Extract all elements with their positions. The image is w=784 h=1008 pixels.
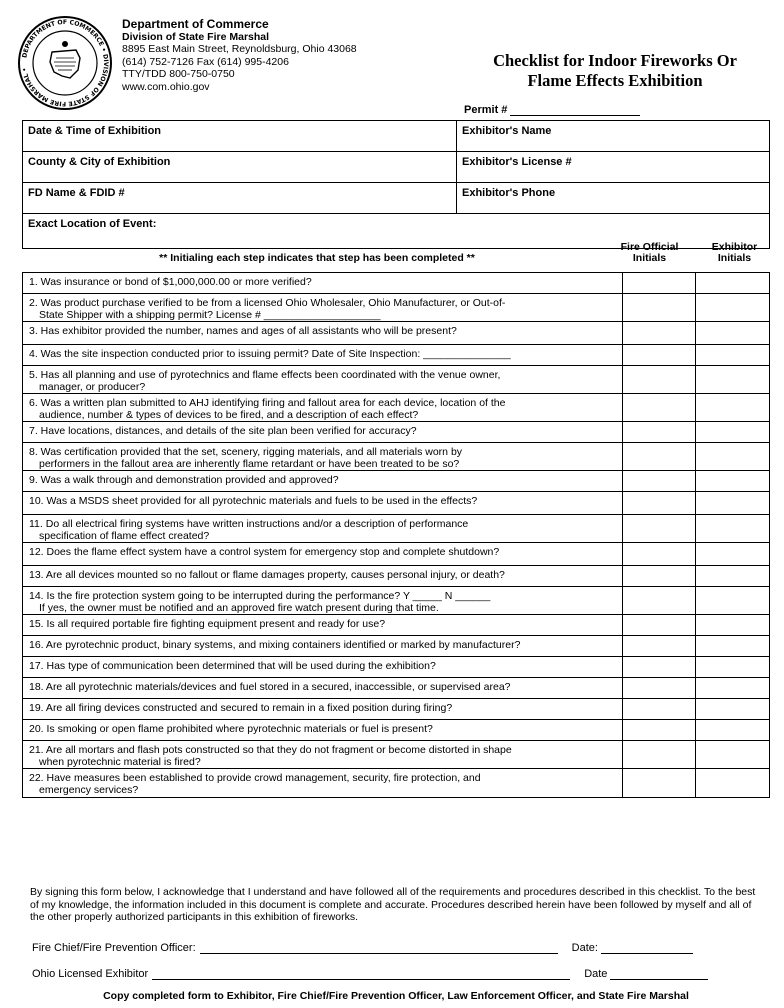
- checklist-row: [23, 699, 769, 720]
- checklist-question: [23, 515, 623, 542]
- fire-official-initials-cell[interactable]: [623, 657, 696, 677]
- checklist-row: [23, 543, 769, 566]
- question-line: 11. Do all electrical firing systems have written instructions and/or a description of performance: [29, 518, 469, 530]
- question-continuation: audience, number & types of devices to be fired, and a description of each effect?: [39, 409, 419, 421]
- exhibitor-initials-cell[interactable]: [696, 273, 769, 293]
- fire-official-initials-cell[interactable]: [623, 769, 696, 797]
- permit-label: Permit #: [464, 104, 508, 116]
- fire-official-initials-cell[interactable]: [623, 422, 696, 442]
- question-continuation: specification of flame effect created?: [39, 530, 210, 542]
- question-line: 4. Was the site inspection conducted prior to issuing permit? Date of Site Inspection: _______________: [29, 348, 511, 360]
- checklist-question: [23, 492, 623, 514]
- fire-chief-date-field[interactable]: [601, 953, 693, 954]
- question-line: 22. Have measures been established to provide crowd management, security, fire protection, and: [29, 772, 481, 784]
- checklist-question: [23, 741, 623, 768]
- fire-official-initials-cell[interactable]: [623, 566, 696, 586]
- fire-official-initials-cell[interactable]: [623, 443, 696, 470]
- fire-official-initials-header: Fire Official Initials: [620, 241, 679, 264]
- agency-address: 8895 East Main Street, Reynoldsburg, Ohio 43068: [122, 43, 357, 55]
- fire-official-initials-cell[interactable]: [623, 699, 696, 719]
- checklist-question: [23, 699, 623, 719]
- question-line: 9. Was a walk through and demonstration provided and approved?: [29, 474, 339, 486]
- date-label: Date:: [571, 942, 598, 954]
- question-line: 15. Is all required portable fire fighting equipment present and ready for use?: [29, 618, 386, 630]
- question-continuation: If yes, the owner must be notified and an approved fire watch present during that time.: [39, 602, 439, 614]
- question-line: 8. Was certification provided that the set, scenery, rigging materials, and all materials worn by: [29, 446, 463, 458]
- question-line: 21. Are all mortars and flash pots constructed so that they do not fragment or become distorted in shape: [29, 744, 512, 756]
- fire-official-initials-cell[interactable]: [623, 294, 696, 321]
- checklist-row: [23, 422, 769, 443]
- checklist-question: [23, 322, 623, 344]
- state-fire-marshal-seal: [16, 14, 114, 112]
- division-name: Division of State Fire Marshal: [122, 30, 270, 43]
- checklist-row: [23, 741, 769, 769]
- checklist-row: [23, 636, 769, 657]
- exhibitor-signature-field[interactable]: [152, 979, 570, 980]
- checklist-question: [23, 615, 623, 635]
- checklist-question: [23, 587, 623, 614]
- checklist-question: [23, 422, 623, 442]
- question-line: 18. Are all pyrotechnic materials/devices and fuel stored in a secured, inaccessible, or supervised area?: [29, 681, 511, 693]
- title-line-2: Flame Effects Exhibition: [527, 71, 703, 90]
- agency-header: [122, 18, 357, 93]
- checklist-row: [23, 492, 769, 515]
- exhibitor-label: Ohio Licensed Exhibitor: [32, 968, 149, 980]
- title-line-1: Checklist for Indoor Fireworks Or: [493, 51, 737, 70]
- checklist-question: [23, 543, 623, 565]
- checklist-row: [23, 615, 769, 636]
- checklist-question: [23, 566, 623, 586]
- checklist-row: [23, 566, 769, 587]
- fire-official-initials-cell[interactable]: [623, 678, 696, 698]
- question-line: 14. Is the fire protection system going to be interrupted during the performance? Y _____ N ______: [29, 590, 491, 602]
- exhibitor-initials-cell[interactable]: [696, 699, 769, 719]
- exhibitor-initials-cell[interactable]: [696, 492, 769, 514]
- checklist-row: [23, 587, 769, 615]
- checklist-row: [23, 443, 769, 471]
- fire-official-initials-cell[interactable]: [623, 273, 696, 293]
- fire-official-initials-cell[interactable]: [623, 394, 696, 421]
- fire-official-initials-cell[interactable]: [623, 636, 696, 656]
- checklist-question: [23, 471, 623, 491]
- fire-official-initials-cell[interactable]: [623, 322, 696, 344]
- exhibitor-initials-cell[interactable]: [696, 394, 769, 421]
- fire-official-initials-cell[interactable]: [623, 345, 696, 365]
- fire-official-initials-cell[interactable]: [623, 720, 696, 740]
- department-name: Department of Commerce: [122, 17, 269, 31]
- fire-chief-signature-line: [32, 942, 752, 954]
- question-line: 12. Does the flame effect system have a control system for emergency stop and complete shutdown?: [29, 546, 500, 558]
- exhibition-info-table: [22, 120, 770, 249]
- exhibitor-initials-cell[interactable]: [696, 294, 769, 321]
- checklist-row: [23, 273, 769, 294]
- checklist-row: [23, 769, 769, 797]
- checklist-row: [23, 720, 769, 741]
- exhibitor-license-field[interactable]: Exhibitor's License #: [462, 156, 572, 168]
- checklist-row: [23, 394, 769, 422]
- question-line: 2. Was product purchase verified to be from a licensed Ohio Wholesaler, Ohio Manufacturer, or Out-of-: [29, 297, 506, 309]
- exhibitor-initials-cell[interactable]: [696, 366, 769, 393]
- agency-website: www.com.ohio.gov: [122, 80, 210, 93]
- fire-official-initials-cell[interactable]: [623, 587, 696, 614]
- fire-official-initials-cell[interactable]: [623, 741, 696, 768]
- fire-official-initials-cell[interactable]: [623, 471, 696, 491]
- question-line: 13. Are all devices mounted so no fallout or flame damages property, causes personal injury, or death?: [29, 569, 505, 581]
- fire-official-initials-cell[interactable]: [623, 492, 696, 514]
- permit-blank-line[interactable]: [510, 115, 640, 116]
- fire-chief-label: Fire Chief/Fire Prevention Officer:: [32, 942, 196, 954]
- checklist-row: [23, 471, 769, 492]
- checklist-row: [23, 366, 769, 394]
- question-line: 7. Have locations, distances, and details of the site plan been verified for accuracy?: [29, 425, 417, 437]
- exhibitor-initials-cell[interactable]: [696, 422, 769, 442]
- svg-text:DEPARTMENT OF COMMERCE • DIVIS: DEPARTMENT OF COMMERCE • DIVISION OF STATE FIRE MARSHAL •: [21, 18, 110, 108]
- checklist-row: [23, 345, 769, 366]
- question-continuation: State Shipper with a shipping permit? License # ____________________: [39, 309, 381, 321]
- checklist-header: [22, 242, 770, 272]
- fire-official-initials-cell[interactable]: [623, 515, 696, 542]
- checklist-question: [23, 443, 623, 470]
- agency-phone: (614) 752-7126 Fax (614) 995-4206: [122, 55, 289, 68]
- form-title: [470, 51, 760, 91]
- question-continuation: performers in the fallout area are inherently flame retardant or have been treated to be so?: [39, 458, 460, 470]
- question-line: 17. Has type of communication been determined that will be used during the exhibition?: [29, 660, 436, 672]
- exhibitor-initials-cell[interactable]: [696, 471, 769, 491]
- exhibitor-name-field[interactable]: Exhibitor's Name: [462, 125, 552, 137]
- question-line: 3. Has exhibitor provided the number, names and ages of all assistants who will be present?: [29, 325, 457, 337]
- exhibitor-initials-cell[interactable]: [696, 322, 769, 344]
- checklist-row: [23, 322, 769, 345]
- exhibitor-initials-cell[interactable]: [696, 678, 769, 698]
- question-line: 20. Is smoking or open flame prohibited where pyrotechnic materials or fuel is present?: [29, 723, 433, 735]
- agency-tty: TTY/TDD 800-750-0750: [122, 68, 235, 80]
- fire-official-initials-cell[interactable]: [623, 615, 696, 635]
- exhibitor-initials-cell[interactable]: [696, 587, 769, 614]
- exhibitor-initials-cell[interactable]: [696, 741, 769, 768]
- question-continuation: when pyrotechnic material is fired?: [39, 756, 201, 768]
- checklist-row: [23, 515, 769, 543]
- county-city-field[interactable]: County & City of Exhibition: [23, 152, 457, 182]
- fire-official-initials-cell[interactable]: [623, 543, 696, 565]
- question-line: 5. Has all planning and use of pyrotechnics and flame effects been coordinated with the venue owner,: [29, 369, 501, 381]
- checklist-table: [22, 272, 770, 798]
- exhibitor-initials-cell[interactable]: [696, 769, 769, 797]
- exhibitor-initials-cell[interactable]: [696, 443, 769, 470]
- info-row: [23, 183, 769, 214]
- info-row: [23, 152, 769, 183]
- permit-number-field[interactable]: [464, 104, 640, 116]
- checklist-question: [23, 366, 623, 393]
- exact-location-field[interactable]: Exact Location of Event:: [28, 218, 157, 230]
- exhibitor-initials-cell[interactable]: [696, 345, 769, 365]
- exhibitor-initials-cell[interactable]: [696, 515, 769, 542]
- exhibitor-signature-line: [32, 968, 752, 980]
- question-line: 6. Was a written plan submitted to AHJ identifying firing and fallout area for each device, location of the: [29, 397, 506, 409]
- question-continuation: manager, or producer?: [39, 381, 146, 393]
- checklist-question: [23, 273, 623, 293]
- checklist-row: [23, 294, 769, 322]
- checklist-row: [23, 657, 769, 678]
- exhibitor-initials-header: Exhibitor Initials: [711, 241, 758, 264]
- date-time-field[interactable]: Date & Time of Exhibition: [23, 121, 457, 151]
- exhibitor-phone-field[interactable]: Exhibitor's Phone: [462, 187, 556, 199]
- exhibitor-initials-cell[interactable]: [696, 543, 769, 565]
- exhibitor-initials-cell[interactable]: [696, 566, 769, 586]
- checklist-question: [23, 769, 623, 797]
- fire-chief-signature-field[interactable]: [200, 953, 558, 954]
- question-line: 10. Was a MSDS sheet provided for all pyrotechnic materials and fuels to be used in the effects?: [29, 495, 478, 507]
- exhibitor-initials-cell[interactable]: [696, 657, 769, 677]
- checklist-question: [23, 294, 623, 321]
- checklist-question: [23, 345, 623, 365]
- checklist-question: [23, 678, 623, 698]
- question-continuation: emergency services?: [39, 784, 139, 796]
- checklist-question: [23, 394, 623, 421]
- exhibitor-initials-cell[interactable]: [696, 615, 769, 635]
- fire-official-initials-cell[interactable]: [623, 366, 696, 393]
- acknowledgement-text: By signing this form below, I acknowledge that I understand and have followed all of the requirements and procedures described in this checklist. To the best of my knowledge, the information included in this document is complete and accurate. Procedures described herein have been followed by myself and all of the other properly authorized participants in this exhibition of fireworks.: [30, 886, 756, 923]
- checklist-note: ** Initialing each step indicates that step has been completed **: [159, 252, 475, 264]
- fd-name-fdid-field[interactable]: FD Name & FDID #: [23, 183, 457, 213]
- checklist-question: [23, 720, 623, 740]
- question-line: 19. Are all firing devices constructed and secured to remain in a fixed position during firing?: [29, 702, 453, 714]
- info-row: [23, 121, 769, 152]
- checklist-row: [23, 678, 769, 699]
- checklist-question: [23, 657, 623, 677]
- checklist-question: [23, 636, 623, 656]
- date-label: Date: [584, 968, 608, 980]
- exhibitor-initials-cell[interactable]: [696, 636, 769, 656]
- exhibitor-date-field[interactable]: [610, 979, 708, 980]
- exhibitor-initials-cell[interactable]: [696, 720, 769, 740]
- question-line: 16. Are pyrotechnic product, binary systems, and mixing containers identified or marked by manufacturer?: [29, 639, 521, 651]
- footer-instruction: Copy completed form to Exhibitor, Fire Chief/Fire Prevention Officer, Law Enforcement Officer, and State Fire Marshal: [103, 990, 689, 1002]
- question-line: 1. Was insurance or bond of $1,000,000.00 or more verified?: [29, 276, 312, 288]
